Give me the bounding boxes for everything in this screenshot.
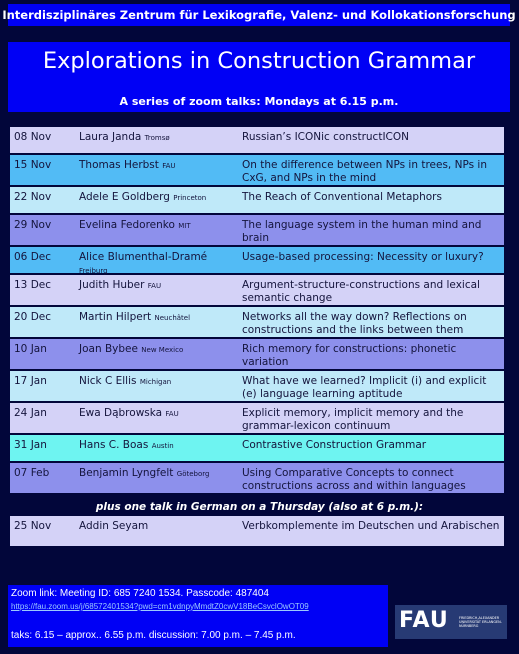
talk-date: 24 Jan	[14, 407, 47, 419]
speaker	[79, 191, 239, 205]
talk-date: 13 Dec	[14, 279, 52, 291]
talk-date: 31 Jan	[14, 439, 47, 451]
speaker-name: Judith Huber	[79, 279, 145, 291]
institute-name: Interdisziplinäres Zentrum für Lexikografie, Valenz- und Kollokationsforschung	[2, 8, 516, 22]
speaker	[79, 279, 239, 293]
talk-title: The language system in the human mind and brain	[242, 219, 482, 244]
talk-title: Using Comparative Concepts to connect constructions across and within languages	[242, 467, 466, 492]
talk-date: 07 Feb	[14, 467, 50, 479]
speaker-affiliation: Freiburg	[79, 267, 108, 275]
talk-date: 15 Nov	[14, 159, 52, 171]
speaker-affiliation: MIT	[178, 222, 191, 230]
talk-row	[10, 307, 504, 337]
speaker	[79, 131, 239, 145]
speaker-affiliation: Michigan	[139, 378, 172, 386]
speaker	[79, 219, 239, 233]
talk-times: taks: 6.15 – approx.. 6.55 p.m. discussion: 7.00 p.m. – 7.45 p.m.	[11, 630, 296, 641]
speaker-name: Benjamin Lyngfelt	[79, 467, 174, 479]
speaker-affiliation: FAU	[165, 410, 179, 418]
talk-date: 17 Jan	[14, 375, 47, 387]
zoom-link[interactable]: https://fau.zoom.us/j/68572401534?pwd=cm1vdnpyMmdtZ0cwV18BeCsvclOwOT09	[11, 602, 309, 611]
zoom-info-panel	[8, 585, 388, 647]
fau-logo-mark: FAU	[399, 608, 449, 633]
institute-banner	[2, 4, 516, 26]
speaker-name: Joan Bybee	[79, 343, 138, 355]
talk-title: Usage-based processing: Necessity or luxury?	[242, 251, 484, 263]
talk-schedule	[10, 127, 504, 495]
talk-row	[10, 403, 504, 433]
speaker	[79, 439, 239, 453]
speaker-name: Addin Seyam	[79, 520, 149, 532]
talk-row	[10, 435, 504, 461]
talk-title: Verbkomplemente im Deutschen und Arabischen	[242, 520, 500, 532]
talk-title: Rich memory for constructions: phonetic variation	[242, 343, 457, 368]
talk-title: Explicit memory, implicit memory and the grammar-lexicon continuum	[242, 407, 464, 432]
talk-row	[10, 215, 504, 245]
talk-title: Networks all the way down? Reflections on constructions and the links between them	[242, 311, 467, 336]
talk-date: 29 Nov	[14, 219, 52, 231]
fau-logo-text: FRIEDRICH-ALEXANDER UNIVERSITÄT ERLANGEN-NÜRNBERG	[459, 616, 502, 629]
talk-row	[10, 127, 504, 153]
talk-date: 08 Nov	[14, 131, 52, 143]
speaker-affiliation: Tromsø	[144, 134, 170, 142]
german-talk-schedule	[10, 516, 504, 548]
talk-row	[10, 516, 504, 546]
talk-row	[10, 339, 504, 369]
speaker-affiliation: Princeton	[173, 194, 207, 202]
speaker-name: Adele E Goldberg	[79, 191, 170, 203]
talk-date: 20 Dec	[14, 311, 52, 323]
talk-row	[10, 187, 504, 213]
series-subtitle: A series of zoom talks: Mondays at 6.15 p.m.	[119, 95, 399, 108]
zoom-meeting-info: Zoom link: Meeting ID: 685 7240 1534. Passcode: 487404	[11, 588, 269, 599]
speaker-name: Alice Blumenthal-Dramé	[79, 251, 208, 263]
talk-row	[10, 275, 504, 305]
fau-logo	[395, 605, 507, 639]
german-talk-note: plus one talk in German on a Thursday (also at 6 p.m.):	[95, 501, 424, 513]
speaker-name: Thomas Herbst	[79, 159, 159, 171]
speaker-affiliation: Göteborg	[176, 470, 210, 478]
talk-row	[10, 247, 504, 273]
speaker	[79, 520, 239, 533]
talk-date: 25 Nov	[14, 520, 52, 532]
speaker	[79, 311, 239, 325]
speaker	[79, 467, 239, 481]
speaker-name: Ewa Dąbrowska	[79, 407, 163, 419]
title-panel	[8, 42, 510, 112]
speaker-affiliation: Austin	[151, 442, 174, 450]
speaker-name: Martin Hilpert	[79, 311, 152, 323]
speaker	[79, 407, 239, 421]
talk-date: 06 Dec	[14, 251, 52, 263]
talk-row	[10, 155, 504, 185]
talk-date: 10 Jan	[14, 343, 47, 355]
talk-date: 22 Nov	[14, 191, 52, 203]
speaker	[79, 343, 239, 357]
speaker-affiliation: FAU	[162, 162, 176, 170]
talk-row	[10, 463, 504, 493]
talk-title: Argument-structure-constructions and lexical semantic change	[242, 279, 480, 304]
series-title: Explorations in Construction Grammar	[42, 48, 476, 74]
speaker	[79, 251, 239, 278]
speaker	[79, 375, 239, 389]
talk-title: The Reach of Conventional Metaphors	[242, 191, 442, 203]
talk-title: Russian’s ICONic constructICON	[242, 131, 409, 143]
speaker-name: Evelina Fedorenko	[79, 219, 175, 231]
talk-title: On the difference between NPs in trees, NPs in CxG, and NPs in the mind	[242, 159, 487, 184]
talk-row	[10, 371, 504, 401]
speaker-affiliation: Neuchâtel	[154, 314, 191, 322]
speaker-affiliation: FAU	[147, 282, 162, 290]
speaker-name: Hans C. Boas	[79, 439, 149, 451]
talk-title: What have we learned? Implicit (i) and explicit (e) language learning aptitude	[242, 375, 487, 400]
speaker	[79, 159, 239, 173]
speaker-name: Nick C Ellis	[79, 375, 137, 387]
speaker-name: Laura Janda	[79, 131, 142, 143]
speaker-affiliation: New Mexico	[141, 346, 184, 354]
talk-title: Contrastive Construction Grammar	[242, 439, 427, 451]
